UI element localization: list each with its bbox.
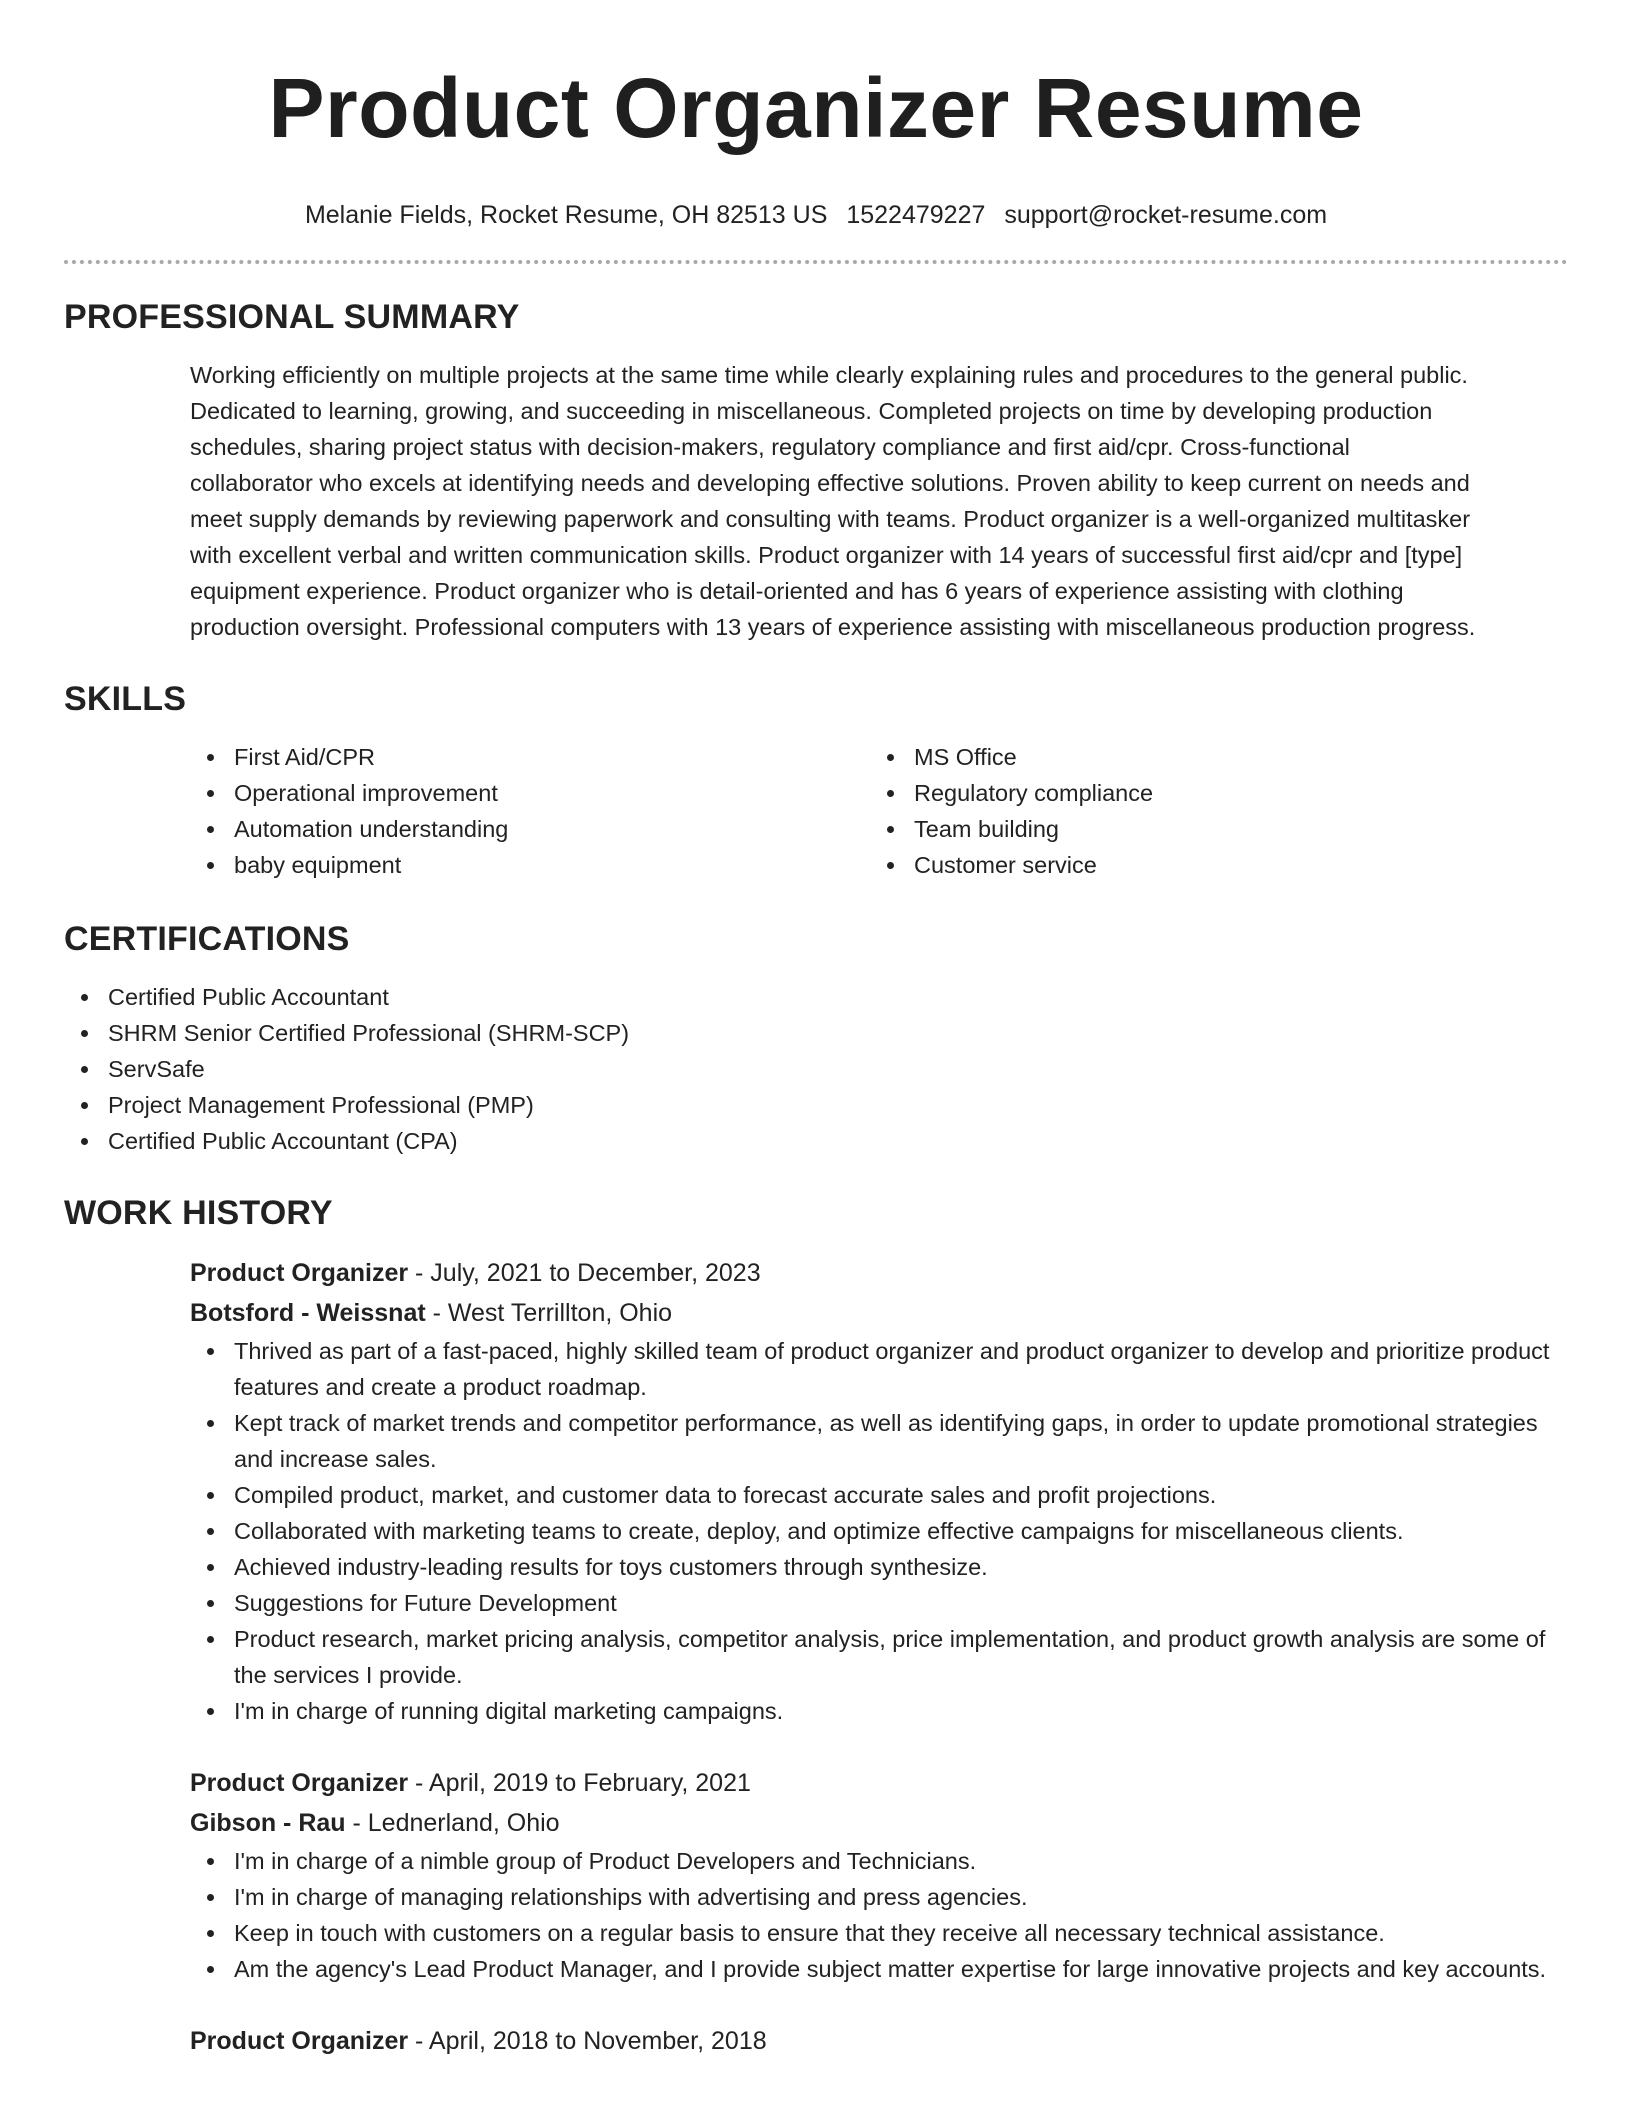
contact-email[interactable]: support@rocket-resume.com: [1004, 201, 1328, 229]
summary-section: [64, 298, 1568, 645]
job-entry: [190, 1763, 1568, 1987]
job-bullet: Thrived as part of a fast-paced, highly skilled team of product organizer and product organizer to develop and prioritize product features and create a product roadmap.: [190, 1333, 1568, 1405]
job-title: Product Organizer: [190, 2027, 409, 2055]
certification-item: Certified Public Accountant: [64, 979, 1568, 1015]
certifications-section: [64, 920, 1568, 1159]
job-bullet: Kept track of market trends and competitor performance, as well as identifying gaps, in order to update promotional strategies and increase sales.: [190, 1405, 1568, 1477]
certification-item: Project Management Professional (PMP): [64, 1087, 1568, 1123]
job-title: Product Organizer: [190, 1769, 409, 1797]
certifications-list: [64, 979, 1568, 1159]
job-company: Gibson - Rau: [190, 1809, 346, 1837]
job-bullet: Am the agency's Lead Product Manager, and I provide subject matter expertise for large innovative projects and key accounts.: [190, 1951, 1568, 1987]
summary-line: collaborator who excels at identifying needs and developing effective solutions. Proven ability to keep current on needs and: [190, 470, 1470, 496]
summary-line: with excellent verbal and written communication skills. Product organizer with 14 years of successful first aid/cpr and [type]: [190, 542, 1463, 568]
job-company-line: [190, 1293, 1568, 1333]
work-history-section: [64, 1194, 1568, 2061]
job-bullet: Compiled product, market, and customer data to forecast accurate sales and profit projections.: [190, 1477, 1568, 1513]
job-dates: - July, 2021 to December, 2023: [408, 1259, 761, 1287]
skills-list-left: [190, 739, 870, 883]
page-title: Product Organizer Resume: [268, 61, 1364, 155]
job-title-line: [190, 1253, 1568, 1293]
certifications-heading: CERTIFICATIONS: [64, 920, 350, 958]
job-bullet: I'm in charge of running digital marketing campaigns.: [190, 1693, 1568, 1729]
job-entry: [190, 1253, 1568, 1729]
skill-item: Customer service: [870, 847, 1550, 883]
summary-text: [190, 357, 1568, 645]
skill-item: Regulatory compliance: [870, 775, 1550, 811]
job-bullet: Collaborated with marketing teams to create, deploy, and optimize effective campaigns for miscellaneous clients.: [190, 1513, 1568, 1549]
summary-heading: PROFESSIONAL SUMMARY: [64, 298, 520, 336]
job-bullet: I'm in charge of a nimble group of Product Developers and Technicians.: [190, 1843, 1568, 1879]
skills-heading: SKILLS: [64, 680, 187, 718]
certification-item: SHRM Senior Certified Professional (SHRM-SCP): [64, 1015, 1568, 1051]
job-entry: [190, 2021, 1568, 2061]
skills-section: [64, 680, 1568, 883]
summary-line: Dedicated to learning, growing, and succeeding in miscellaneous. Completed projects on time by developing production: [190, 398, 1433, 424]
job-title-line: [190, 2021, 1568, 2061]
job-dates: - April, 2018 to November, 2018: [408, 2027, 767, 2055]
job-company: Botsford - Weissnat: [190, 1299, 426, 1327]
summary-line: schedules, sharing project status with decision-makers, regulatory compliance and first aid/cpr. Cross-functional: [190, 434, 1350, 460]
certification-item: Certified Public Accountant (CPA): [64, 1123, 1568, 1159]
work-history-heading: WORK HISTORY: [64, 1194, 333, 1232]
summary-line: meet supply demands by reviewing paperwork and consulting with teams. Product organizer is a well-organized multitasker: [190, 506, 1471, 532]
job-bullets: [190, 1843, 1568, 1987]
contact-address: Melanie Fields, Rocket Resume, OH 82513 US: [304, 201, 828, 229]
skill-item: Team building: [870, 811, 1550, 847]
skills-list-right: [870, 739, 1550, 883]
skill-item: First Aid/CPR: [190, 739, 870, 775]
job-title-line: [190, 1763, 1568, 1803]
job-bullets: [190, 1333, 1568, 1729]
summary-line: equipment experience. Product organizer who is detail-oriented and has 6 years of experience assisting with clothing: [190, 578, 1404, 604]
contact-phone: 1522479227: [846, 201, 986, 229]
job-title: Product Organizer: [190, 1259, 409, 1287]
job-bullet: Keep in touch with customers on a regular basis to ensure that they receive all necessary technical assistance.: [190, 1915, 1568, 1951]
certification-item: ServSafe: [64, 1051, 1568, 1087]
skill-item: Automation understanding: [190, 811, 870, 847]
skill-item: MS Office: [870, 739, 1550, 775]
job-bullet: Achieved industry-leading results for toys customers through synthesize.: [190, 1549, 1568, 1585]
skills-grid: [190, 739, 1568, 883]
job-bullet: Product research, market pricing analysis, competitor analysis, price implementation, and product growth analysis are some of the services I provide.: [190, 1621, 1568, 1693]
summary-line: Working efficiently on multiple projects at the same time while clearly explaining rules and procedures to the general public.: [190, 362, 1468, 388]
job-bullet: I'm in charge of managing relationships with advertising and press agencies.: [190, 1879, 1568, 1915]
header-divider: [64, 260, 1568, 264]
job-location: - Lednerland, Ohio: [345, 1809, 560, 1837]
skill-item: baby equipment: [190, 847, 870, 883]
summary-line: production oversight. Professional computers with 13 years of experience assisting with miscellaneous production progress.: [190, 614, 1476, 640]
job-location: - West Terrillton, Ohio: [425, 1299, 673, 1327]
job-bullet: Suggestions for Future Development: [190, 1585, 1568, 1621]
job-company-line: [190, 1803, 1568, 1843]
contact-line: [64, 200, 1568, 230]
resume-header: [64, 0, 1568, 264]
skill-item: Operational improvement: [190, 775, 870, 811]
job-dates: - April, 2019 to February, 2021: [408, 1769, 751, 1797]
